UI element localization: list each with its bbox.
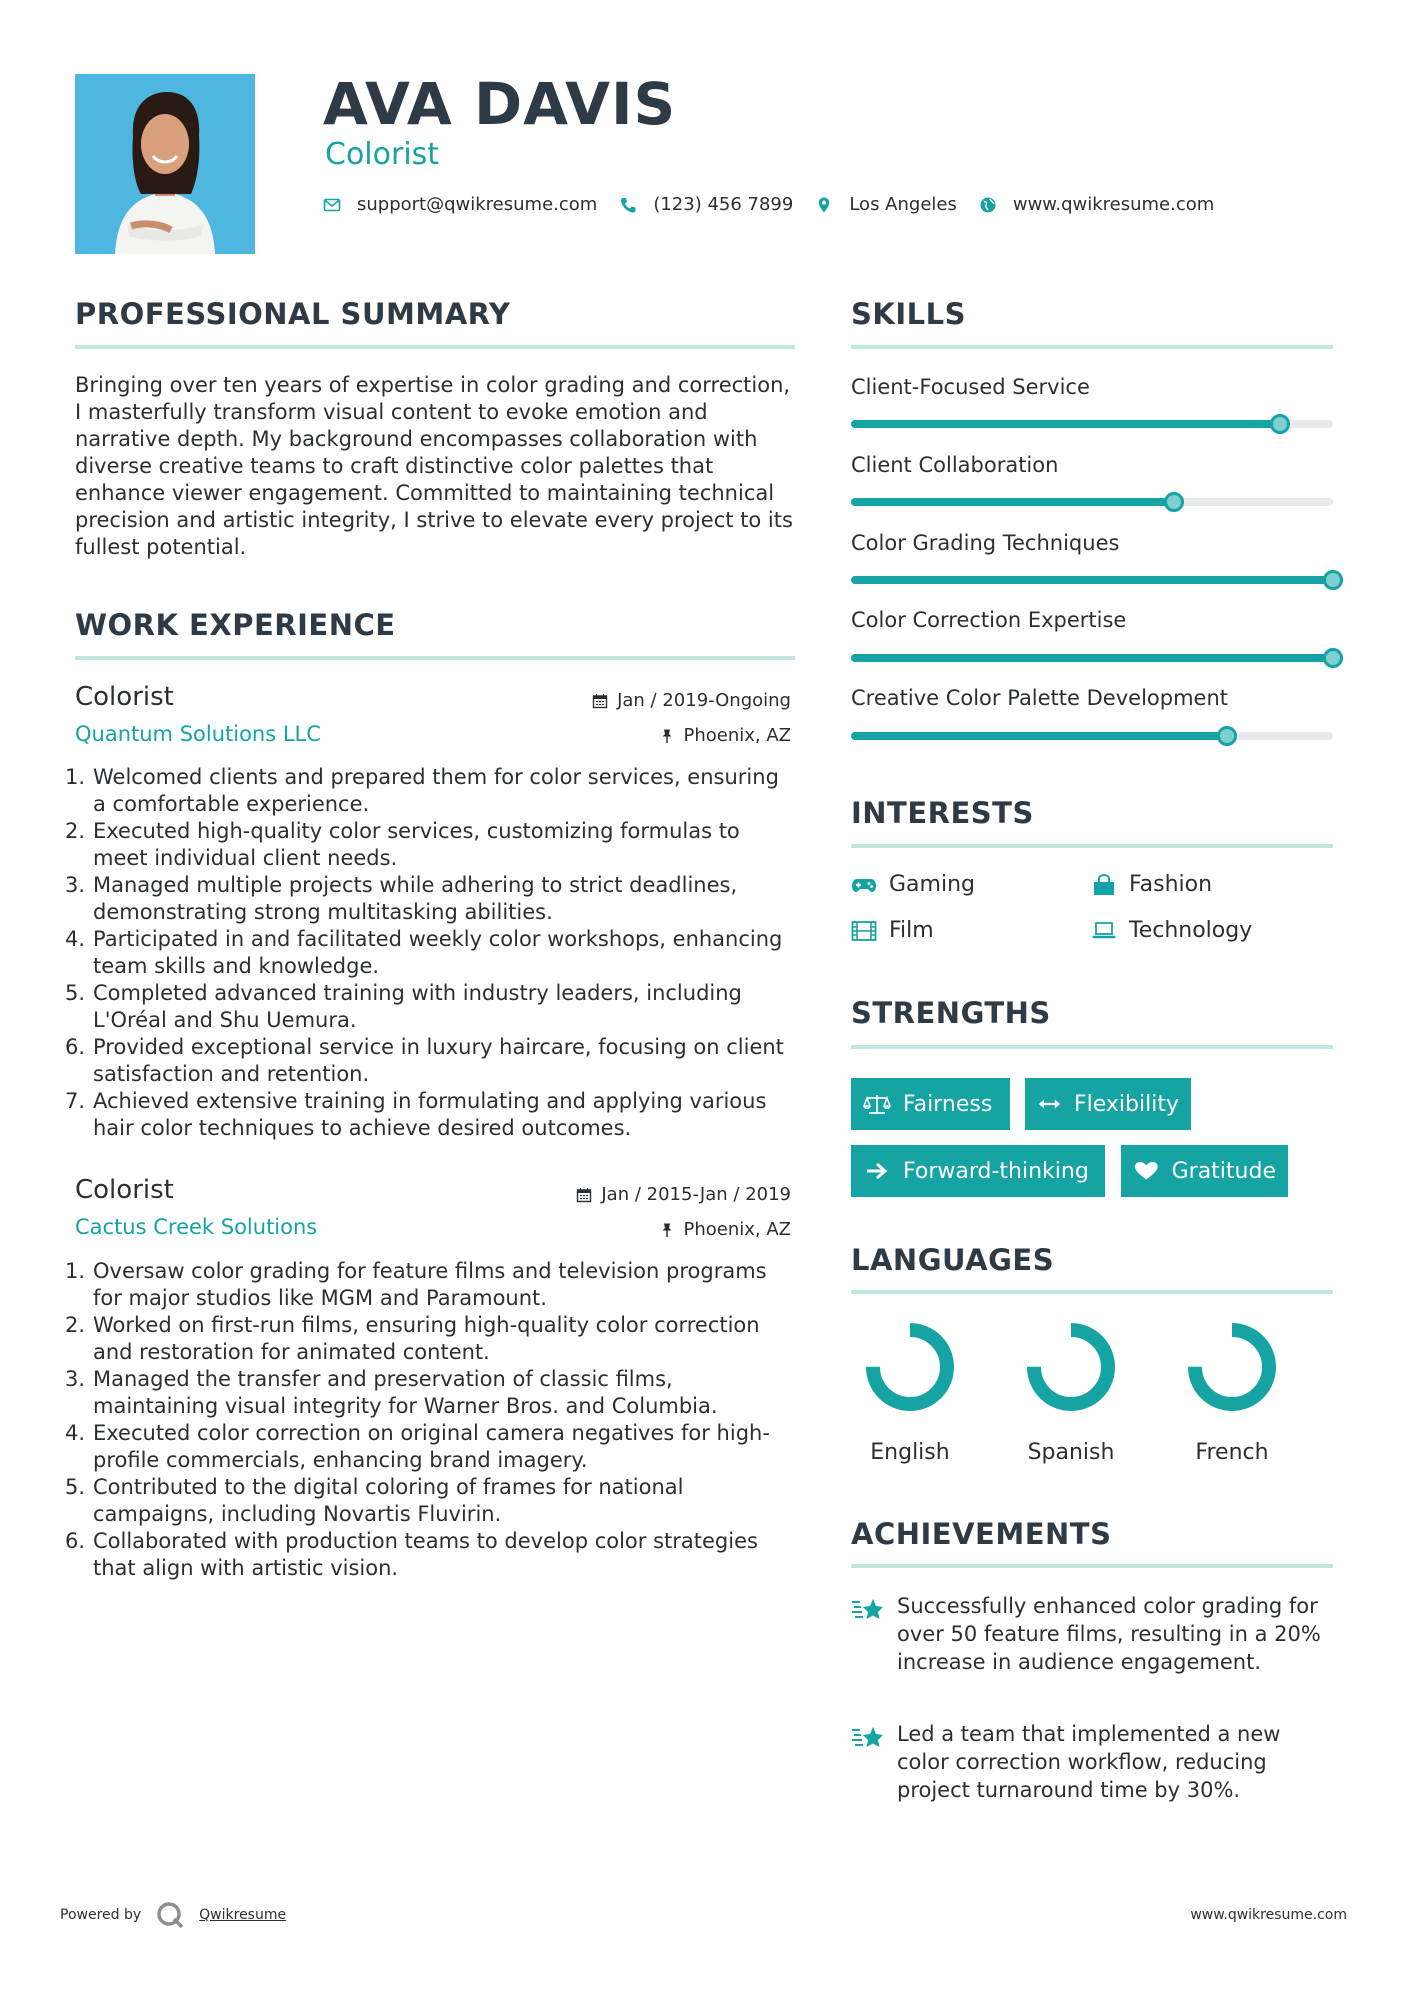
skill-bar: [851, 420, 1333, 428]
pin-icon: [659, 728, 675, 744]
gamepad-icon: [851, 874, 877, 896]
interests-heading: INTERESTS: [851, 796, 1034, 830]
shooting-star-icon: [851, 1720, 887, 1804]
list-item: 6. Provided exceptional service in luxury haircare, focusing on client satisfaction and retention.: [65, 1035, 784, 1086]
calendar-icon: [576, 1187, 592, 1203]
skill-bar-fill: [851, 420, 1280, 428]
profile-photo: [75, 74, 255, 254]
job-dates-text: Jan / 2019-Ongoing: [617, 690, 791, 711]
job-title: Colorist: [75, 682, 174, 712]
contact-location: [815, 194, 957, 215]
list-item: 4. Executed color correction on original camera negatives for high-profile commercials, enhancing brand imagery.: [65, 1421, 770, 1472]
contact-bar: [323, 194, 1236, 215]
skill-bar-knob: [1217, 726, 1237, 746]
language-ring: [865, 1322, 955, 1412]
language-item: [1016, 1322, 1126, 1465]
job-company: Cactus Creek Solutions: [75, 1215, 318, 1239]
achievement-item: [851, 1592, 1331, 1676]
strength-tag: Flexibility: [1025, 1078, 1191, 1130]
skill-bar-fill: [851, 576, 1333, 584]
strength-tag: Gratitude: [1121, 1145, 1288, 1197]
globe-icon: [979, 196, 997, 214]
achievements-heading: ACHIEVEMENTS: [851, 1517, 1112, 1551]
list-item: 5. Completed advanced training with industry leaders, including L'Oréal and Shu Uemura.: [65, 981, 742, 1032]
skill-bar-knob: [1323, 570, 1343, 590]
brand-link[interactable]: Qwikresume: [199, 1907, 287, 1923]
strength-tag: Forward-thinking: [851, 1145, 1105, 1197]
interests-rule: [851, 844, 1333, 848]
film-icon: [851, 920, 877, 942]
arrow-right-icon: [863, 1160, 891, 1182]
job-location-text: Phoenix, AZ: [683, 1219, 791, 1240]
list-item: 3. Managed multiple projects while adhering to strict deadlines, demonstrating strong multitasking abilities.: [65, 873, 738, 924]
arrows-horizontal-icon: [1037, 1093, 1062, 1115]
skill-name: Client Collaboration: [851, 453, 1059, 477]
skill-bar-fill: [851, 654, 1333, 662]
skill-name: Client-Focused Service: [851, 375, 1090, 399]
language-name: Spanish: [1027, 1440, 1115, 1465]
calendar-icon: [592, 693, 608, 709]
contact-website[interactable]: [979, 194, 1214, 215]
language-ring: [1026, 1322, 1116, 1412]
summary-rule: [75, 345, 795, 349]
achievement-item: [851, 1720, 1331, 1804]
language-name: French: [1195, 1440, 1269, 1465]
skill-bar: [851, 654, 1333, 662]
list-item: 6. Collaborated with production teams to develop color strategies that align with artistic vision.: [65, 1529, 758, 1580]
interest-item: Fashion: [1091, 872, 1212, 897]
work-heading: WORK EXPERIENCE: [75, 608, 396, 642]
languages-rule: [851, 1290, 1333, 1294]
shopping-bag-icon: [1091, 874, 1117, 896]
language-item: [855, 1322, 965, 1465]
job-dates: [592, 690, 791, 711]
summary-text: Bringing over ten years of expertise in color grading and correction, I masterfully transform visual content to evoke emotion and narrative depth. My background encompasses collaboration with diverse creative teams to craft distinctive color palettes that enhance viewer engagement. Committed to maintaining technical precision and artistic integrity, I strive to elevate every project to its fullest potential.: [75, 373, 793, 559]
job-dates: [576, 1184, 791, 1205]
work-rule: [75, 656, 795, 660]
interest-item: Technology: [1091, 918, 1252, 943]
candidate-role: Colorist: [325, 137, 440, 172]
footer-powered-by: [60, 1900, 286, 1930]
job-bullets: [65, 764, 795, 1142]
list-item: 1. Welcomed clients and prepared them for color services, ensuring a comfortable experience.: [65, 765, 779, 816]
list-item: 2. Executed high-quality color services, customizing formulas to meet individual client needs.: [65, 819, 740, 870]
skill-bar-knob: [1270, 414, 1290, 434]
achievement-text: Led a team that implemented a new color correction workflow, reducing project turnaround time by 30%.: [897, 1722, 1281, 1802]
skill-bar: [851, 732, 1333, 740]
skill-bar: [851, 576, 1333, 584]
job-location: [659, 725, 792, 746]
languages-heading: LANGUAGES: [851, 1243, 1055, 1277]
website-text: www.qwikresume.com: [1012, 194, 1215, 215]
job-location: [659, 1219, 792, 1240]
map-marker-icon: [815, 196, 833, 214]
job-dates-text: Jan / 2015-Jan / 2019: [601, 1184, 791, 1205]
achievement-text: Successfully enhanced color grading for over 50 feature films, resulting in a 20% increase in audience engagement.: [897, 1594, 1321, 1674]
contact-phone[interactable]: [619, 194, 793, 215]
skills-heading: SKILLS: [851, 297, 966, 331]
skill-bar-knob: [1164, 492, 1184, 512]
list-item: 3. Managed the transfer and preservation of classic films, maintaining visual integrity for Warner Bros. and Columbia.: [65, 1367, 718, 1418]
list-item: 7. Achieved extensive training in formulating and applying various hair color techniques to achieve desired outcomes.: [65, 1089, 767, 1140]
skill-bar-knob: [1323, 648, 1343, 668]
strengths-heading: STRENGTHS: [851, 996, 1051, 1030]
skill-name: Creative Color Palette Development: [851, 686, 1228, 710]
summary-heading: PROFESSIONAL SUMMARY: [75, 297, 511, 331]
job-title: Colorist: [75, 1175, 174, 1205]
interest-item: Film: [851, 918, 934, 943]
powered-by-label: Powered by: [60, 1907, 142, 1923]
language-item: [1177, 1322, 1287, 1465]
footer-website[interactable]: www.qwikresume.com: [1190, 1907, 1347, 1923]
job-company: Quantum Solutions LLC: [75, 722, 321, 746]
skill-bar-fill: [851, 732, 1227, 740]
job-location-text: Phoenix, AZ: [683, 725, 791, 746]
balance-scale-icon: [863, 1093, 891, 1115]
skill-name: Color Grading Techniques: [851, 531, 1120, 555]
heart-icon: [1133, 1160, 1160, 1182]
skill-bar: [851, 498, 1333, 506]
envelope-icon: [323, 196, 341, 214]
phone-icon: [619, 196, 637, 214]
contact-email[interactable]: [323, 194, 597, 215]
strength-tag: Fairness: [851, 1078, 1010, 1130]
qwikresume-logo-icon: [155, 1900, 185, 1930]
strengths-rule: [851, 1045, 1333, 1049]
skill-name: Color Correction Expertise: [851, 608, 1127, 632]
skill-bar-fill: [851, 498, 1174, 506]
phone-text: (123) 456 7899: [653, 194, 794, 215]
interest-item: Gaming: [851, 872, 975, 897]
skills-rule: [851, 345, 1333, 349]
email-text: support@qwikresume.com: [357, 194, 598, 215]
list-item: 1. Oversaw color grading for feature films and television programs for major studios like MGM and Paramount.: [65, 1259, 767, 1310]
job-bullets: [65, 1258, 795, 1582]
list-item: 4. Participated in and facilitated weekly color workshops, enhancing team skills and knowledge.: [65, 927, 783, 978]
language-ring: [1187, 1322, 1277, 1412]
location-text: Los Angeles: [849, 194, 957, 215]
candidate-name: AVA DAVIS: [323, 70, 677, 138]
language-name: English: [870, 1440, 950, 1465]
laptop-icon: [1091, 920, 1117, 942]
list-item: 2. Worked on first-run films, ensuring high-quality color correction and restoration for animated content.: [65, 1313, 760, 1364]
achievements-rule: [851, 1564, 1333, 1568]
shooting-star-icon: [851, 1592, 887, 1676]
pin-icon: [659, 1222, 675, 1238]
list-item: 5. Contributed to the digital coloring of frames for national campaigns, including Novartis Fluvirin.: [65, 1475, 684, 1526]
